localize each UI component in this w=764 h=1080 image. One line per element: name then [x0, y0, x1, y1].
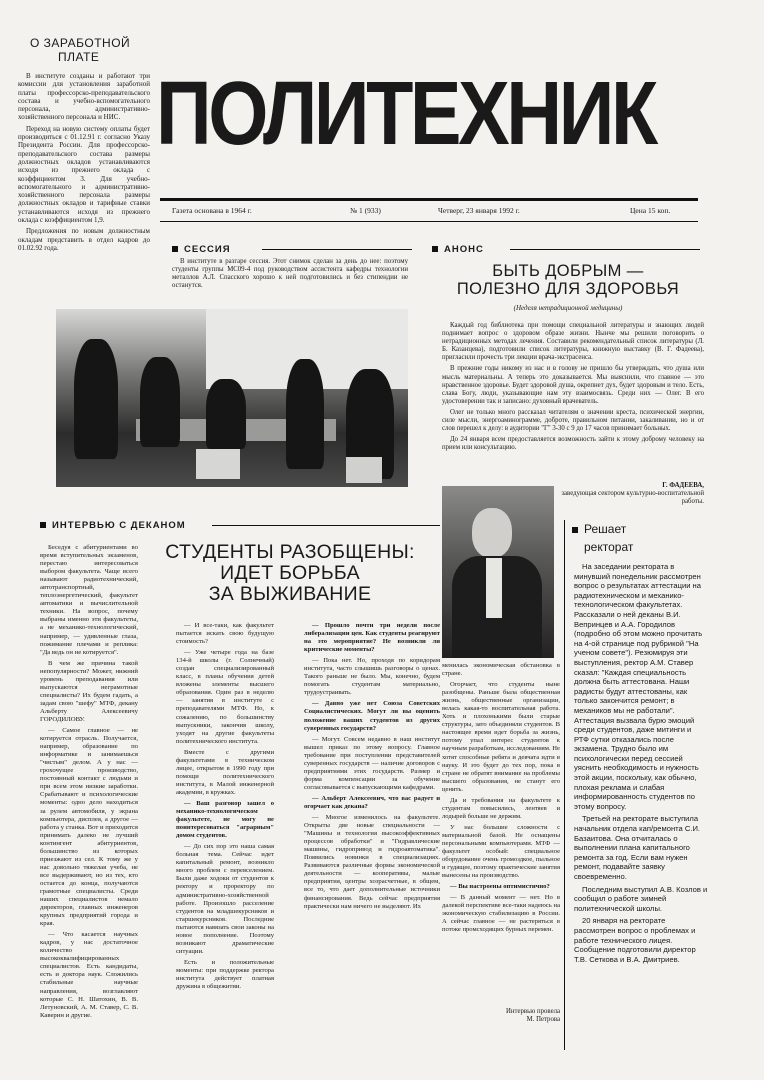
- interview-column-4: [442, 662, 560, 938]
- interview-rule: [212, 525, 440, 526]
- interview-title-line2: ИДЕТ БОРЬБА: [220, 562, 360, 584]
- announce-signature-role: заведующая сектором культурно-воспитательной работы.: [561, 490, 704, 505]
- interview-paragraph: У нас большие сложности с материальной базой. Не оснащены персональными компьютерами. МТФ — факультет особый: специальное оборудование очень громоздкое, пыльное и гудящее, поэтому практические занятия вынесены на производство.: [442, 823, 560, 880]
- salary-heading-line2: ПЛАТЕ: [58, 50, 100, 64]
- section-marker: [40, 522, 46, 528]
- salary-paragraph: Предложения по новым должностным окладам представить в отдел кадров до 01.02.92 года.: [18, 227, 150, 252]
- interview-paragraph: Да и требования на факультете к студентам повысились, лентяев и лодырей больше не держим.: [442, 796, 560, 820]
- interview-paragraph: В чем же причина такой непопулярности? Может, нижний уровень преподавания или выпускаются неграмотные специалисты? Их будем гадать, а задам свою "шефу" МТФ, декану Альберту Алексеевичу ГОРОДИЛОВУ.: [40, 659, 138, 723]
- interview-paragraph: — В данный момент — нет. Но в далекой перспективе все-таки надеюсь на экономическую стабилизацию в России. А сейчас главное — не растеряться в потоке промсходящих бурных перемен.: [442, 894, 560, 934]
- interview-title-line3: ЗА ВЫЖИВАНИЕ: [208, 583, 372, 605]
- interview-signature: [470, 1008, 560, 1024]
- session-text: В институте в разгаре сессия. Этот снимок сделан за день до нее: поэтому студенты группы МС09-4 под руководством ассистента кафедры технологии металлов А.Л. Спасского хорошо к ней подготовились и без стипендии не останутся.: [172, 258, 408, 289]
- interview-paragraph: — Самое главное — не котируется отрасль. Получается, например, образование по информатике и занимаешься "чистым" делом. А у нас — грохочущее производство, постоянный контакт с людьми и при всем этом низкие заработки. Срабатывают и психологические моменты: одно дело находиться за рулем автомобиля, у экрана компьютера, дисплея, а другое — работа у станка. Вот и приходится принимать далеко не лучший контингент абитуриентов, большинство из которых приезжают из сел. К тому же у нас довольно тяжелая учеба, не все выдерживают, но из тех, кто остается до конца, получаются грамотные специалисты. Среди наших специалистов немало директоров, главных инженеров крупных предприятий города и края.: [40, 727, 138, 928]
- salary-article: [18, 36, 150, 255]
- interview-title-line1: СТУДЕНТЫ РАЗОБЩЕНЫ:: [165, 541, 415, 563]
- interview-paragraph: Огорчает, что студенты ныне разобщены. Раньше была общественная жизнь, общественные организации, велась какая-то воспитательная работа. Хоть и плохонькими были старые структуры, зато объединяли студентов. В настоящее время идет борьба за жизнь, потому упал интерес студентов к научным разработкам, исследованиям. Не хотят способные ребята и девчата идти в науку. И это будет до тех пор, пока в стране не обратят внимание на проблемы высшего образования, не станут его ценить.: [442, 681, 560, 793]
- photo-person: [74, 339, 118, 459]
- rectorate-paragraph: На заседании ректората в минувший понедельник рассмотрен вопрос о результатах аттестации на радиотехническом и механико-технологическом факультетах. Рассказали о ней деканы В.И. Вепринцев и А.А. Городилов (подробно об этом можно прочитать на 4-ой странице под рубрикой "На ученом совете"). Резюмируя эти выступления, ректор А.М. Ставер сказал: "Каждая специальность должна быть аттестована. Наши радисты будут аттестованы, как только закончится ремонт; в механиков мы не работали". Аттестация вызвала бурю эмоций среди студентов, даже митинги и РТФ сутки отказались после экзамена. Трудно было им психологически перед сессией уяснить необходимость и нужность этой акции, поскольку, как обычно, плохая реклама и слабая информированность студентов по этому вопросу.: [574, 562, 703, 811]
- announce-signature: [560, 482, 704, 506]
- interview-paragraph: — Прошло почти три недели после либерализации цен. Как студенты реагируют на это мероприятие? Не возникли ли критические моменты?: [304, 622, 440, 654]
- section-marker: [432, 246, 438, 252]
- interview-paragraph: — Многое изменилось на факультете. Открыты две новые специальности — "Машины и технология высокоэффективных процессов обработки" и "Гидравлические машины, гидропривод и гидроавтоматика". Появились новинки в специализациях. Развиваются различные формы экономической деятельности — кооперативы, малые предприятия, центры хозрасчетные, в общем, все то, что дает дополнительные источники финансирования. Ведь сейчас предприятия практически нам ничего не выделяют. Их: [304, 814, 440, 910]
- rectorate-label-line1: [572, 522, 633, 536]
- interview-column-3: [304, 622, 440, 1064]
- interview-paragraph: — Пока нет. Но, проходя по коридорам института, часто слышишь разговоры о ценах. Такого раньше не было. Мы, конечно, будем помогать студентам материально, трудоустраивать.: [304, 657, 440, 697]
- masthead-info-bar: [160, 204, 698, 218]
- announce-body: [442, 322, 704, 455]
- interview-paragraph: — Альберт Алексеевич, что вас радует и огорчает как декана?: [304, 794, 440, 810]
- salary-heading-line1: О ЗАРАБОТНОЙ: [30, 36, 131, 50]
- interview-paragraph: Беседуя с абитуриентами во время вступительных экзаменов, перестаю интересоваться выбором факультета. Чаще всего называют радиотехнический, автотранспортный, теплоэнергетический, факультет автоматики и вычислительной техники. На вопрос, почему выбраны именно эти факультеты, а не механико-технологический, например, — удивленные глаза, пожимание плечами и реплика: "Да ведь он не котируется".: [40, 544, 138, 656]
- photo-person: [140, 357, 180, 447]
- photo-head: [472, 508, 512, 558]
- founded-text: Газета основана в 1964 г.: [172, 206, 252, 215]
- interview-paragraph: — Что касается научных кадров, у нас достаточное количество высококвалифицированных специалистов. Есть кандидаты, есть и доктора наук. Сложились стабильные научные направления, возглавляют которые С. Н. Шатохин, В. В. Летуновский, А. М. Ставер, С. В. Каверин и другие.: [40, 931, 138, 1019]
- interview-title: [144, 542, 436, 605]
- salary-paragraph: Переход на новую систему оплаты будет производиться с 01.12.91 г. согласно Указу Президента России. Для профессорско-преподавательского состава размеры должностных окладов устанавливаются исходя из прежнего оклада с коэффициентом 3. Для учебно-вспомогательного и административно-хозяйственного персонала размеры должностных окладов и тарифные ставки устанавливаются исходя из прежнего оклада с коэффициентом 1,9.: [18, 124, 150, 225]
- interview-column-2: [176, 622, 274, 1064]
- session-rule: [262, 249, 412, 250]
- interview-paragraph: — Ваш разговор зашел о механико-технологическом факультете, не могу не поинтересоваться "аграрным" домом студентов.: [176, 799, 274, 840]
- announce-label-text: АНОНС: [444, 244, 484, 255]
- interview-paragraph: — Давно уже нет Союза Советских Социалистических. Могут ли вы оценить положение ваших студентов из других суверенных государств?: [304, 700, 440, 732]
- rectorate-label-line2: ректорат: [584, 540, 634, 554]
- interview-column-1: [40, 544, 138, 1064]
- announce-subtitle: (Неделя нетрадиционной медицины): [513, 304, 623, 312]
- salary-body: [18, 72, 150, 252]
- section-marker: [572, 527, 578, 533]
- interview-paragraph: — Вы настроены оптимистично?: [450, 883, 550, 891]
- interview-paragraph: — До сих пор это наша самая больная тема. Сейчас идет капитальный ремонт, возникло много проблем с перевселением. Были даже ходоки от студентов к ректору и проректору по административно-хозяйственной работе. Произошло расселение студентов на младшекурсников и старшекурсников. Последние пытаются навязать свои законы на новое пополнение. Поэтому возникают драматические ситуации.: [176, 843, 274, 955]
- interview-label-text: ИНТЕРВЬЮ С ДЕКАНОМ: [52, 520, 186, 531]
- rectorate-paragraph: Третьей на ректорате выступила начальник отдела кап/ремонта С.И. Базаитова. Она отчиталась о выполнении плана капитального ремонта за год. Если вам нужен ремонт, подавайте заявку своевременно.: [574, 814, 701, 881]
- rectorate-paragraph: Последним выступил А.В. Козлов и сообщил о работе зимней политехнической школы.: [574, 884, 708, 913]
- announce-label: [432, 244, 484, 255]
- announce-paragraph: В прежние годы никому из нас и в голову не пришло бы утверждать, что душа или мысль материальны. А теперь это доказывается. Мы выяснили, что главное — это нравственное здоровье. Будет здоровой душа, окрепнет дух, будет здоровым и тело. Есть, слава Богу, люди, указывающие нам эту взаимосвязь. Среди них — Олег. В его удостоверении так и записано: духовный врачеватель.: [442, 365, 704, 405]
- rectorate-label-line1-text: Решает: [584, 522, 627, 536]
- interview-signature-line1: Интервью провела: [505, 1008, 560, 1015]
- announce-title-line1: БЫТЬ ДОБРЫМ —: [492, 262, 644, 280]
- interview-paragraph: — Могут. Совсем недавно в наш институт вышел приказ по этому вопросу. Главное требование при поступлении представителей суверенных государств — наличие договоров с предприятиями этих государств. Размер и форма компенсации за обучение согласовывается с выпускающими кафедрами.: [304, 735, 440, 791]
- section-marker: [172, 246, 178, 252]
- announce-paragraph: До 24 января всем предоставляется возможность зайти к этому доброму человеку на прием или консультацию.: [442, 436, 704, 452]
- interview-paragraph: — Уже четыре года на базе 134-й школы (г. Солнечный) создан специализированный класс, в планы обучения детей вложены элементы высшего образования. Один раз в неделю — занятия в институте с преподавателями МТФ. Но, к сожалению, по большинству выпускники, закончив школу, уходят на другие факультеты политехнического института.: [176, 649, 274, 745]
- session-photo: [56, 309, 408, 487]
- issue-number: № 1 (933): [350, 206, 381, 215]
- rectorate-rule-left: [564, 520, 565, 1050]
- interview-paragraph: — И все-таки, как факультет пытается искать свою будущую стоимость?: [176, 622, 274, 646]
- photo-monitor: [346, 457, 382, 483]
- session-label-text: СЕССИЯ: [184, 244, 231, 255]
- photo-person: [206, 379, 246, 449]
- announce-paragraph: Каждый год библиотека при помощи специальной литературы и знающих людей поднимает вопрос о здоровом образе жизни. Нынче мы решили поговорить о нетрадиционных методах лечения. Составили рекомендательный список литературы (Л. Б. Казанцева), подготовили список литературы, книжную выставку (В. Г. Фадеева), пригласили прочесть три лекции врача-экстрасенса.: [442, 322, 704, 362]
- rectorate-body: [574, 562, 708, 967]
- interview-label: [40, 520, 186, 531]
- interview-paragraph: менилась экономическая обстановка в стране.: [442, 662, 560, 678]
- rectorate-label: [572, 522, 633, 554]
- rectorate-paragraph: 20 января на ректорате рассмотрен вопрос о проблемах и работе технического лицея. Сообщение подготовили директор Т.В. Сеткова и В.А. Дмитриев.: [574, 916, 696, 964]
- dean-photo: [442, 486, 554, 658]
- photo-monitor: [196, 449, 240, 479]
- photo-person: [286, 359, 324, 469]
- masthead-rule-bottom: [160, 221, 698, 222]
- issue-price: Цена 15 коп.: [630, 206, 671, 215]
- announce-title-line2: ПОЛЕЗНО ДЛЯ ЗДОРОВЬЯ: [456, 280, 680, 298]
- interview-signature-line2: М. Петрова: [526, 1016, 560, 1023]
- interview-paragraph: Вместе с другими факультетами в техническом лицее, открытом в 1990 году при помощи политехнического института, в Малой инженерной академии, в кружках.: [176, 748, 274, 796]
- masthead-rule-top: [160, 198, 698, 201]
- announce-signature-name: Г. ФАДЕЕВА,: [662, 482, 704, 489]
- masthead-title: ПОЛИТЕХНИК: [156, 64, 655, 164]
- issue-date: Четверг, 23 января 1992 г.: [438, 206, 520, 215]
- session-label: [172, 244, 231, 255]
- salary-paragraph: В институте созданы и работают три комиссии для установления заработной платы профессорско-преподавательского состава и учебно-вспомогательного персонала, административно-хозяйственного персонала и НИС.: [18, 72, 150, 122]
- announce-rule: [510, 249, 700, 250]
- interview-paragraph: Есть и положительные моменты: при поддержке ректора института действует платная дружина в общежитии.: [176, 958, 274, 991]
- photo-shirt: [486, 558, 502, 618]
- announce-paragraph: Олег не только много рассказал читателям о значении креста, психической энергии, силе мысли, энергоаминограмме, доброте, правильном питании, закаливании, но и от слов перешел к делу: в аудитории "Г" 3-30 с 9 до 17 часов принимает больных.: [442, 408, 704, 433]
- announce-title: [432, 262, 704, 298]
